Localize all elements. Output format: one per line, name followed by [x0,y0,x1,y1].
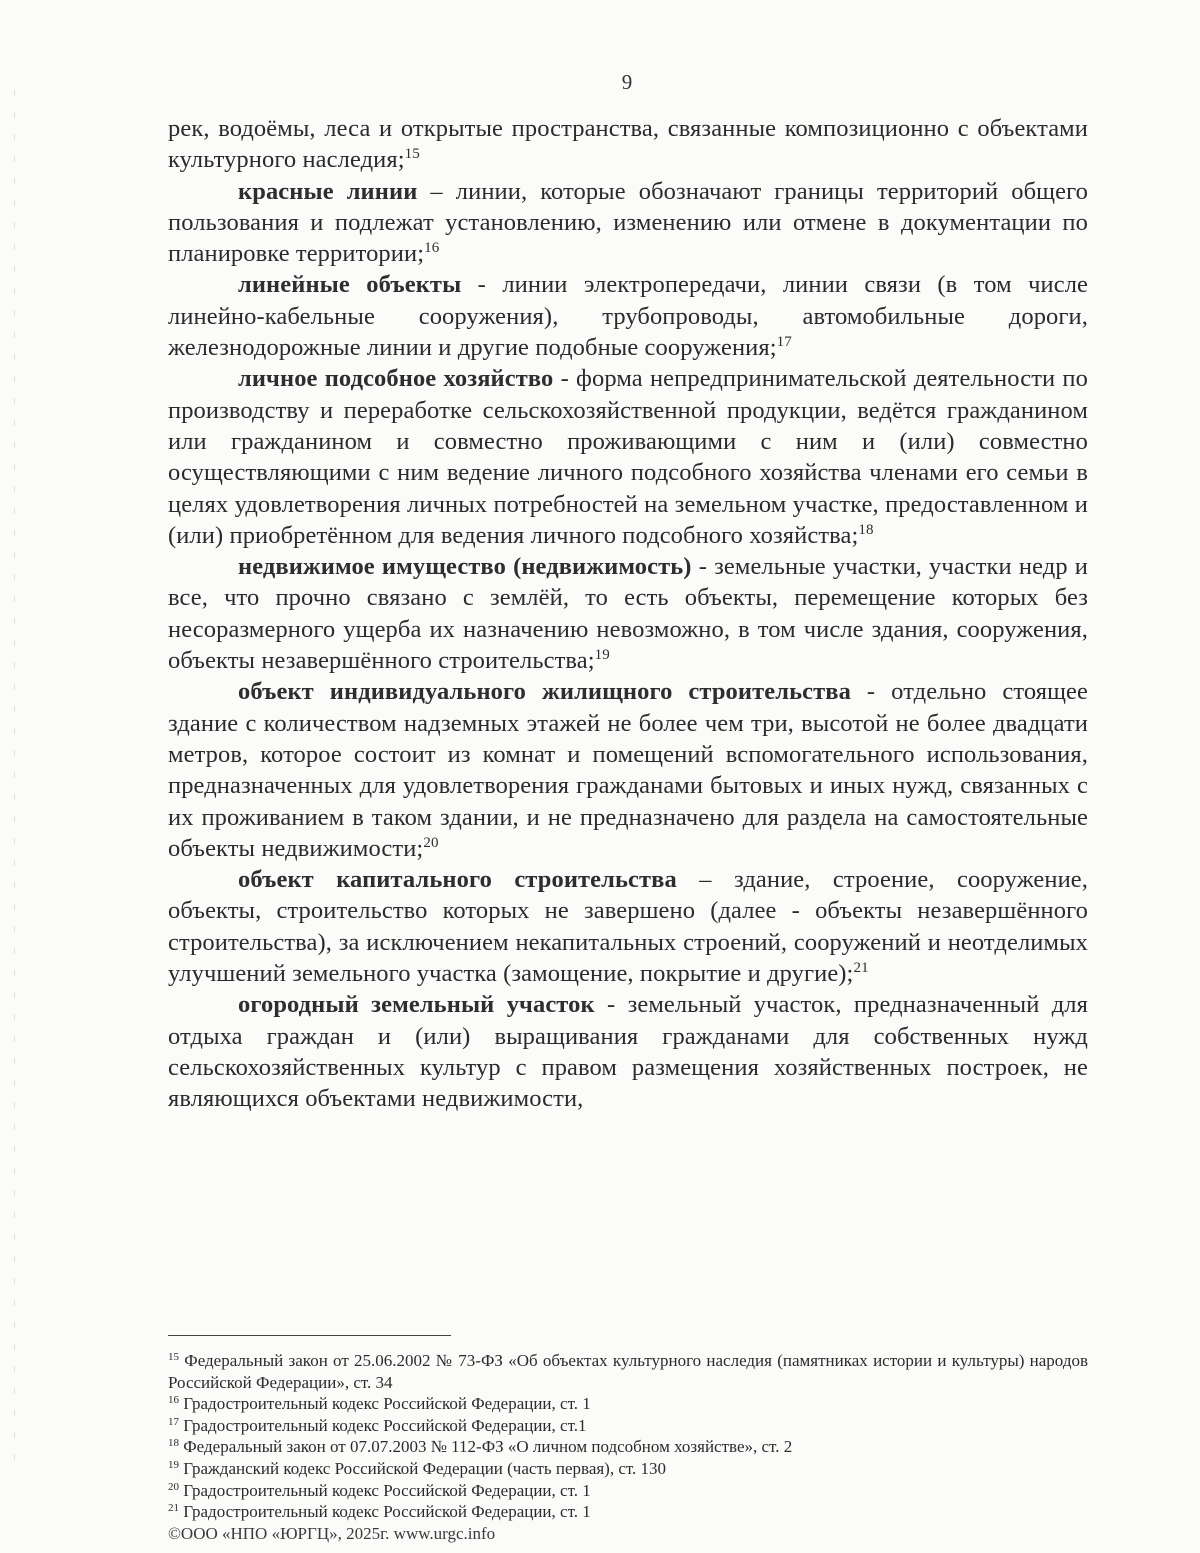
footnote [168,1415,1088,1437]
defined-term: объект капитального строительства [238,866,677,894]
footnote-number: 16 [168,1394,179,1407]
footnote-ref[interactable]: 18 [858,521,874,538]
definition-text: - земельный участок, предназначенный для отдыха граждан и (или) выращивания гражданами для собственных нужд сельскохозяйственных культур с правом размещения хозяйственных построек, не являющихся объектами недвижимости, [168,991,1088,1113]
definition-text: - форма непредпринимательской деятельности по производству и переработке сельскохозяйственной продукции, ведётся гражданином или гражданином и совместно проживающими с ним и (или) совместно осуществляющими с ним ведение личного подсобного хозяйства членами его семьи в целях удовлетворения личных потребностей на земельном участке, предоставленном и (или) приобретённом для ведения личного подсобного хозяйства; [168,365,1088,549]
definition-text: - линии электропередачи, линии связи (в том числе линейно-кабельные сооружения), трубопроводы, автомобильные дороги, железнодорожные линии и другие подобные сооружения; [168,271,1088,362]
footnote-number: 18 [168,1437,179,1450]
page-number: 9 [621,70,633,94]
definition-text: - земельные участки, участки недр и все, что прочно связано с землёй, то есть объекты, перемещение которых без несоразмерного ущерба их назначению невозможно, в том числе здания, сооружения, объекты незавершённого строительства; [168,553,1089,675]
footnote-ref[interactable]: 15 [404,146,420,163]
defined-term: огородный земельный участок [238,991,595,1019]
defined-term: недвижимое имущество (недвижимость) [238,553,692,581]
definition-linear-objects [168,269,1088,363]
footnote [168,1393,1088,1415]
footnote-separator [168,1335,451,1336]
footnote-ref[interactable]: 19 [594,647,610,664]
footnote-text: Градостроительный кодекс Российской Федерации, ст. 1 [179,1502,591,1522]
footnote [168,1458,1088,1480]
footnote-number: 17 [168,1415,179,1428]
footnote-ref[interactable]: 20 [423,834,439,851]
defined-term: личное подсобное хозяйство [238,365,554,393]
definition-red-lines [168,176,1088,270]
footnotes [168,1350,1088,1544]
footnote-text: Градостроительный кодекс Российской Федерации, ст. 1 [179,1394,591,1414]
footnote [168,1501,1088,1523]
footnote-ref[interactable]: 16 [424,240,440,257]
definition-text: – здание, строение, сооружение, объекты, строительство которых не завершено (далее - объекты незавершённого строительства), за исключением некапитальных строений, сооружений и неотделимых улучшений земельного участка (замощение, покрытие и другие); [168,866,1088,988]
definition-text: – линии, которые обозначают границы территорий общего пользования и подлежат установлению, изменению или отмене в документации по планировке территории; [168,177,1088,268]
definition-text: - отдельно стоящее здание с количеством надземных этажей не более чем три, высотой не более двадцати метров, которое состоит из комнат и помещений вспомогательного использования, предназначенных для удовлетворения гражданами бытовых и иных нужд, связанных с их проживанием в таком здании, и не предназначено для раздела на самостоятельные объекты недвижимости; [168,678,1088,862]
copyright-line: ©ООО «НПО «ЮРГЦ», 2025г. www.urgc.info [168,1523,496,1543]
footnote-number: 19 [168,1458,179,1471]
footnote-number: 21 [168,1502,179,1515]
scan-edge-artifact [14,90,15,1470]
paragraph-continuation [168,113,1088,176]
footnote-ref[interactable]: 17 [776,334,792,351]
footnote-number: 15 [168,1351,179,1363]
defined-term: линейные объекты [238,271,462,299]
footnote [168,1436,1088,1458]
defined-term: объект индивидуального жилищного строительства [238,678,851,706]
footnote-text: Градостроительный кодекс Российской Федерации, ст. 1 [179,1480,591,1500]
definition-real-estate [168,551,1088,676]
footnote [168,1350,1088,1393]
body-text [168,113,1088,1115]
definition-personal-farm [168,363,1088,551]
footnote-number: 20 [168,1480,179,1493]
footnote-ref[interactable]: 21 [853,960,869,977]
definition-capital-construction [168,864,1088,989]
definition-individual-housing [168,676,1088,864]
footnote-text: Федеральный закон от 25.06.2002 № 73-ФЗ «Об объектах культурного наследия (памятниках истории и культуры) народов Российской Федерации», ст. 34 [168,1351,1088,1392]
footnote-text: Градостроительный кодекс Российской Федерации, ст.1 [179,1415,587,1435]
footnote-text: Федеральный закон от 07.07.2003 № 112-ФЗ «О личном подсобном хозяйстве», ст. 2 [179,1437,793,1457]
defined-term: красные линии [238,177,418,205]
definition-garden-plot [168,989,1088,1114]
footnote [168,1480,1088,1502]
paragraph-text: рек, водоёмы, леса и открытые пространства, связанные композиционно с объектами культурного наследия; [168,115,1088,174]
footnote-text: Гражданский кодекс Российской Федерации (часть первая), ст. 130 [179,1458,667,1478]
